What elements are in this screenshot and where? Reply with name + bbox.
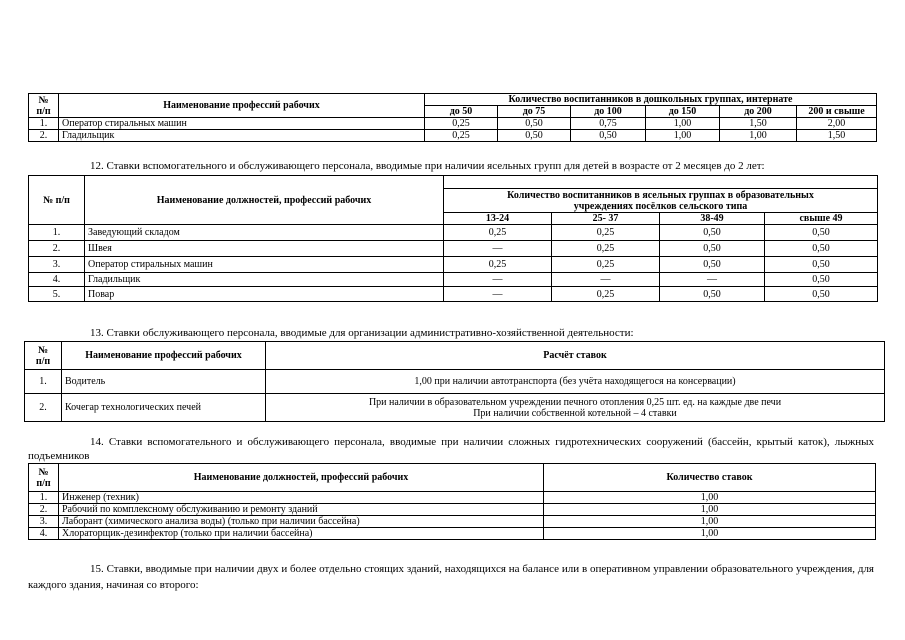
paragraph-14: 14. Ставки вспомогательного и обслуживающего персонала, вводимые при наличии сложных гидротехнических сооружений (бассейн, крытый каток), лыжных подъемников (28, 436, 874, 462)
cell: 0,25 (425, 130, 498, 142)
table-row (29, 492, 876, 504)
row-num: 3. (29, 257, 85, 273)
cell: 0,50 (660, 225, 765, 241)
cell: 0,25 (552, 287, 660, 302)
row-name: Гладильщик (85, 273, 444, 287)
cell: — (444, 241, 552, 257)
paragraph-13: 13. Ставки обслуживающего персонала, вводимые для организации административно-хозяйственной деятельности: (90, 327, 634, 339)
cell: 1,00 (646, 130, 720, 142)
table-row (29, 273, 878, 287)
header-name: Наименование профессий рабочих (62, 342, 266, 370)
cell: 1,00 (720, 130, 797, 142)
cell: 0,50 (765, 225, 878, 241)
row-num: 1. (29, 118, 59, 130)
cell: — (444, 273, 552, 287)
row-num: 4. (29, 273, 85, 287)
table-12 (28, 175, 878, 302)
cell: 1,50 (797, 130, 877, 142)
table-row (29, 241, 878, 257)
table-row (29, 130, 877, 142)
calc-cell: 1,00 при наличии автотранспорта (без учёта находящегося на консервации) (266, 370, 885, 394)
table-row (29, 504, 876, 516)
cell: 0,50 (498, 118, 571, 130)
row-num: 2. (29, 504, 59, 516)
row-num: 1. (25, 370, 62, 394)
header-name: Наименование профессий рабочих (59, 94, 425, 118)
table-row (29, 118, 877, 130)
cell: 1,00 (544, 504, 876, 516)
table-13 (24, 341, 885, 422)
col-header: 38-49 (660, 213, 765, 225)
col-header: до 200 (720, 106, 797, 118)
header-group: Количество воспитанников в ясельных группах в образовательных учреждениях посёлков сельского типа (444, 189, 878, 213)
cell: — (660, 273, 765, 287)
row-num: 2. (29, 241, 85, 257)
row-num: 5. (29, 287, 85, 302)
row-name: Оператор стиральных машин (85, 257, 444, 273)
cell: 0,25 (552, 225, 660, 241)
cell: 0,50 (765, 257, 878, 273)
cell: 0,50 (571, 130, 646, 142)
cell: 0,50 (498, 130, 571, 142)
row-num: 4. (29, 528, 59, 540)
table-row (29, 225, 878, 241)
table-14 (28, 463, 876, 540)
row-name: Повар (85, 287, 444, 302)
cell: 0,25 (444, 257, 552, 273)
row-name: Лаборант (химического анализа воды) (только при наличии бассейна) (59, 516, 544, 528)
col-header: 13-24 (444, 213, 552, 225)
col-header: до 100 (571, 106, 646, 118)
header-num: № п/п (29, 176, 85, 225)
calc-line: При наличии собственной котельной – 4 ставки (473, 407, 677, 419)
table-row (29, 257, 878, 273)
table-row (29, 516, 876, 528)
cell: 0,25 (425, 118, 498, 130)
cell: 0,50 (765, 241, 878, 257)
header-spacer (444, 176, 878, 189)
table-row (29, 528, 876, 540)
row-name: Гладильщик (59, 130, 425, 142)
row-name: Кочегар технологических печей (62, 394, 266, 422)
header-name: Наименование должностей, профессий рабочих (85, 176, 444, 225)
row-name: Оператор стиральных машин (59, 118, 425, 130)
cell: 0,50 (660, 241, 765, 257)
cell: 0,25 (552, 241, 660, 257)
table-11 (28, 93, 877, 142)
table-row (25, 370, 885, 394)
row-name: Водитель (62, 370, 266, 394)
cell: 0,50 (765, 287, 878, 302)
header-name: Наименование должностей, профессий рабочих (59, 464, 544, 492)
calc-cell (266, 394, 885, 422)
row-num: 3. (29, 516, 59, 528)
row-num: 2. (29, 130, 59, 142)
header-num: № п/п (29, 464, 59, 492)
cell: 2,00 (797, 118, 877, 130)
cell: 0,50 (660, 287, 765, 302)
header-calc: Расчёт ставок (266, 342, 885, 370)
cell: — (552, 273, 660, 287)
cell: 0,50 (660, 257, 765, 273)
row-name: Инженер (техник) (59, 492, 544, 504)
table-row (29, 287, 878, 302)
col-header: свыше 49 (765, 213, 878, 225)
paragraph-12: 12. Ставки вспомогательного и обслуживающего персонала, вводимые при наличии ясельных групп для детей в возрасте от 2 месяцев до 2 лет: (90, 160, 765, 172)
table-row (25, 394, 885, 422)
cell: 1,00 (544, 528, 876, 540)
col-header: 200 и свыше (797, 106, 877, 118)
row-num: 2. (25, 394, 62, 422)
header-num: № п/п (29, 94, 59, 118)
header-num: № п/п (25, 342, 62, 370)
row-name: Заведующий складом (85, 225, 444, 241)
cell: 0,25 (552, 257, 660, 273)
col-header: 25- 37 (552, 213, 660, 225)
cell: 1,00 (544, 516, 876, 528)
row-name: Швея (85, 241, 444, 257)
header-group: Количество воспитанников в дошкольных группах, интернате (425, 94, 877, 106)
col-header: до 50 (425, 106, 498, 118)
cell: 0,25 (444, 225, 552, 241)
paragraph-15: 15. Ставки, вводимые при наличии двух и более отдельно стоящих зданий, находящихся на балансе или в оперативном управлении образовательного учреждения, для каждого здания, начиная со второго: (28, 563, 874, 591)
calc-line: При наличии в образовательном учреждении печного отопления 0,25 шт. ед. на каждые две печи (368, 396, 782, 408)
row-num: 1. (29, 225, 85, 241)
row-name: Хлораторщик-дезинфектор (только при наличии бассейна) (59, 528, 544, 540)
col-header: до 150 (646, 106, 720, 118)
cell: 0,50 (765, 273, 878, 287)
cell: 1,50 (720, 118, 797, 130)
cell: — (444, 287, 552, 302)
cell: 0,75 (571, 118, 646, 130)
cell: 1,00 (646, 118, 720, 130)
row-name: Рабочий по комплексному обслуживанию и ремонту зданий (59, 504, 544, 516)
cell: 1,00 (544, 492, 876, 504)
header-qty: Количество ставок (544, 464, 876, 492)
row-num: 1. (29, 492, 59, 504)
col-header: до 75 (498, 106, 571, 118)
